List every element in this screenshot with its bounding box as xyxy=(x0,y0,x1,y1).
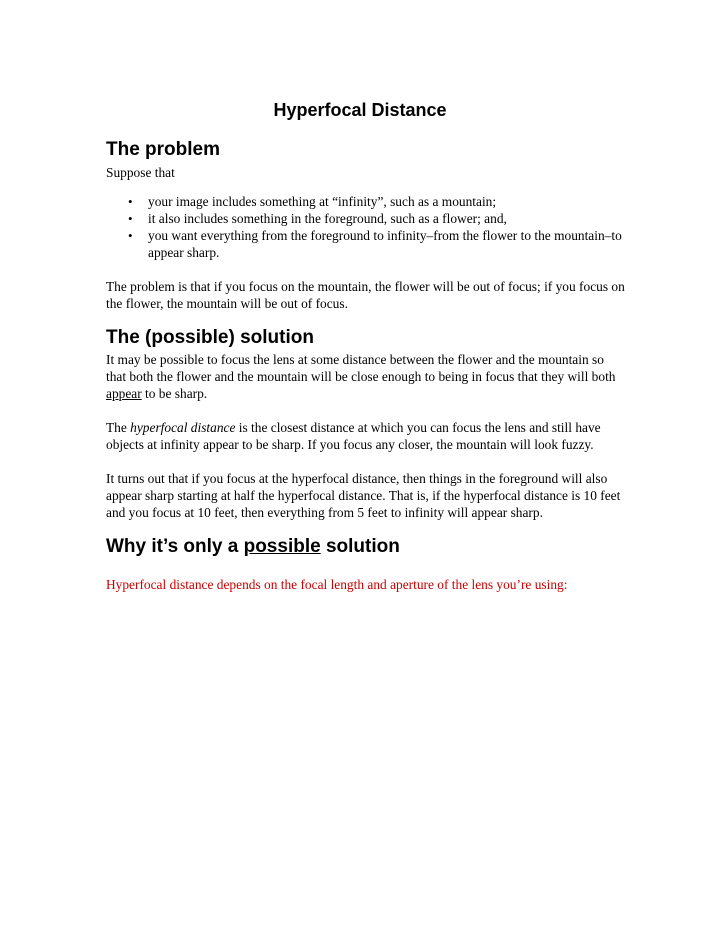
why-section xyxy=(106,535,626,593)
list-item xyxy=(128,193,626,210)
solution-section xyxy=(106,326,626,521)
solution-p2-text: The xyxy=(106,420,131,435)
why-heading-text: Why it’s only a xyxy=(106,536,244,557)
list-item-text: it also includes something in the foreground, such as a flower; and, xyxy=(148,211,507,226)
why-heading-end: solution xyxy=(320,536,400,557)
document-body xyxy=(106,138,626,593)
bullet-icon: • xyxy=(128,211,133,226)
solution-p1-text: It may be possible to focus the lens at some distance between the flower and the mountain so that both the flower and the mountain will be close enough to being in focus that they will both xyxy=(106,352,616,384)
possible-emphasis: possible xyxy=(243,536,321,557)
problem-intro: Suppose that xyxy=(106,165,175,180)
solution-p1-end: to be sharp. xyxy=(141,386,208,401)
problem-bullet-list xyxy=(106,193,626,261)
solution-paragraph-1 xyxy=(106,351,626,402)
appear-emphasis: appear xyxy=(106,386,142,401)
list-item xyxy=(128,227,626,261)
solution-p2-end: is the closest distance at which you can focus the lens and still have objects at infinity appear to be sharp. If you focus any closer, the mountain will look fuzzy. xyxy=(106,420,601,452)
focal-length-note: Hyperfocal distance depends on the focal length and aperture of the lens you’re using: xyxy=(106,577,568,592)
document-title: Hyperfocal Distance xyxy=(273,100,447,120)
bullet-icon: • xyxy=(128,228,133,243)
list-item-text: you want everything from the foreground to infinity–from the flower to the mountain–to appear sharp. xyxy=(148,228,622,260)
solution-heading: The (possible) solution xyxy=(106,327,314,348)
list-item-text: your image includes something at “infinity”, such as a mountain; xyxy=(148,194,497,209)
problem-paragraph: The problem is that if you focus on the mountain, the flower will be out of focus; if you focus on the flower, the mountain will be out of focus. xyxy=(106,279,625,311)
hyperfocal-term: hyperfocal distance xyxy=(130,420,236,435)
list-item xyxy=(128,210,626,227)
why-heading xyxy=(106,535,626,559)
solution-paragraph-3: It turns out that if you focus at the hyperfocal distance, then things in the foreground will also appear sharp starting at half the hyperfocal distance. That is, if the hyperfocal distance is 10 feet and you focus at 10 feet, then everything from 5 feet to infinity will appear sharp. xyxy=(106,471,621,520)
bullet-icon: • xyxy=(128,194,133,209)
problem-heading: The problem xyxy=(106,139,221,160)
problem-section xyxy=(106,138,626,312)
solution-paragraph-2 xyxy=(106,419,626,453)
